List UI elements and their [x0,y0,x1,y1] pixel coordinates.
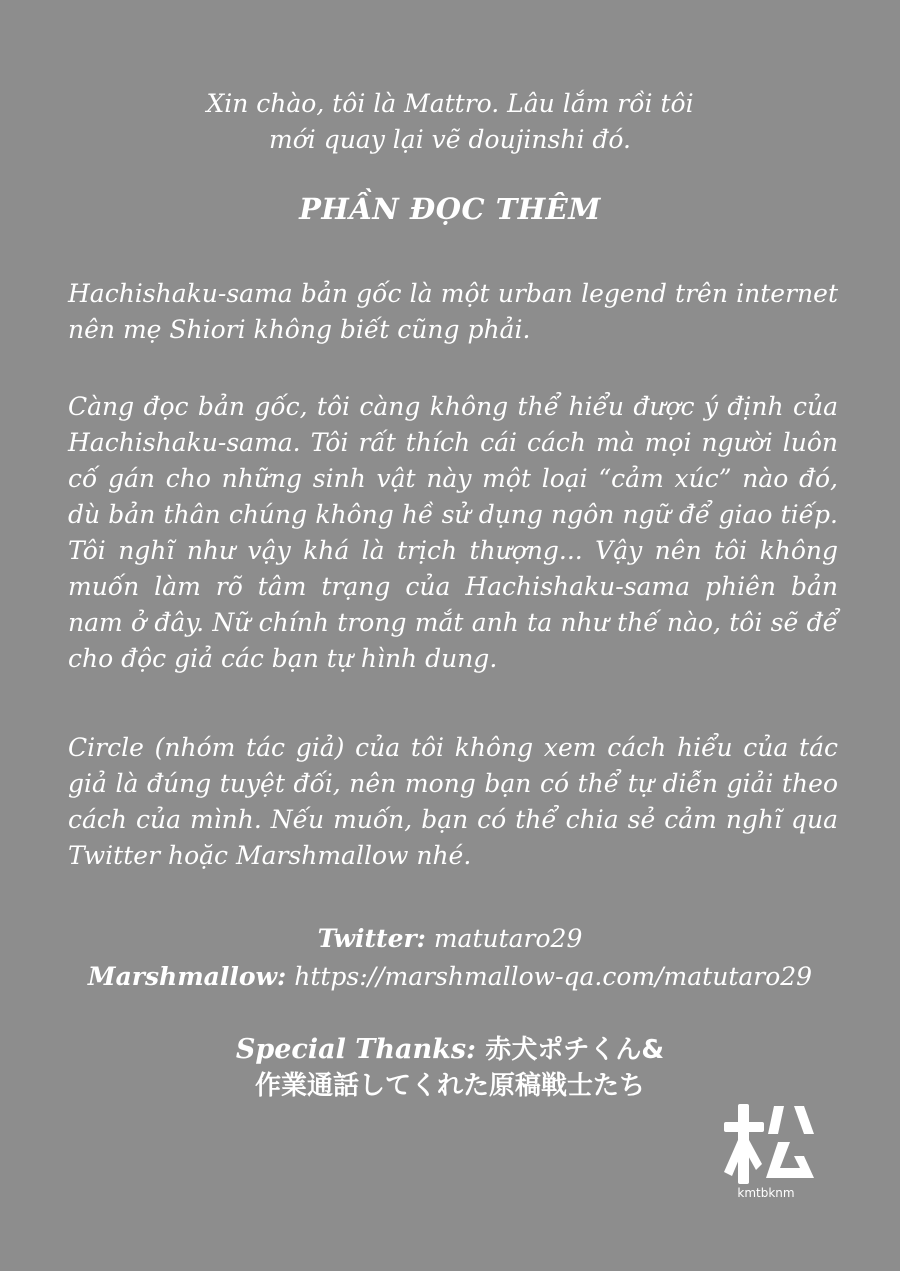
twitter-handle: matutaro29 [433,924,583,953]
intro-text [150,86,750,158]
special-thanks-name: 赤犬ポチくん& [485,1035,665,1065]
special-thanks-line-2: 作業通話してくれた原稿戦士たち [254,1071,645,1101]
intro-line-2: mới quay lại vẽ doujinshi đó. [269,125,631,154]
special-thanks-label: Special Thanks: [235,1034,477,1065]
twitter-label: Twitter: [317,924,426,953]
paragraph-2: Càng đọc bản gốc, tôi càng không thể hiểu được ý định của Hachishaku-sama. Tôi rất thích cái cách mà mọi người luôn cố gán cho những sinh vật này một loại “cảm xúc” nào đó, dù bản thân chúng không hề sử dụng ngôn ngữ để giao tiếp. Tôi nghĩ như vậy khá là trịch thượng... Vậy nên tôi không muốn làm rõ tâm trạng của Hachishaku-sama phiên bản nam ở đây. Nữ chính trong mắt anh ta như thế nào, tôi sẽ để cho độc giả các bạn tự hình dung. [68,392,838,673]
marshmallow-label: Marshmallow: [87,962,287,991]
logo-caption: kmtbknm [737,1186,795,1200]
paragraph-1: Hachishaku-sama bản gốc là một urban legend trên internet nên mẹ Shiori không biết cũng phải. [68,279,838,344]
special-thanks-line-1 [150,1032,750,1068]
section-heading: PHẦN ĐỌC THÊM [299,192,601,226]
marshmallow-row [60,958,840,996]
intro-line-1: Xin chào, tôi là Mattro. Lâu lắm rồi tôi [206,89,694,118]
contact-info [60,920,840,996]
twitter-row [60,920,840,958]
marshmallow-url: https://marshmallow-qa.com/matutaro29 [294,962,813,991]
paragraph-3: Circle (nhóm tác giả) của tôi không xem cách hiểu của tác giả là đúng tuyệt đối, nên mong bạn có thể tự diễn giải theo cách của mình. Nếu muốn, bạn có thể chia sẻ cảm nghĩ qua Twitter hoặc Marshmallow nhé. [68,733,838,870]
special-thanks [150,1032,750,1104]
